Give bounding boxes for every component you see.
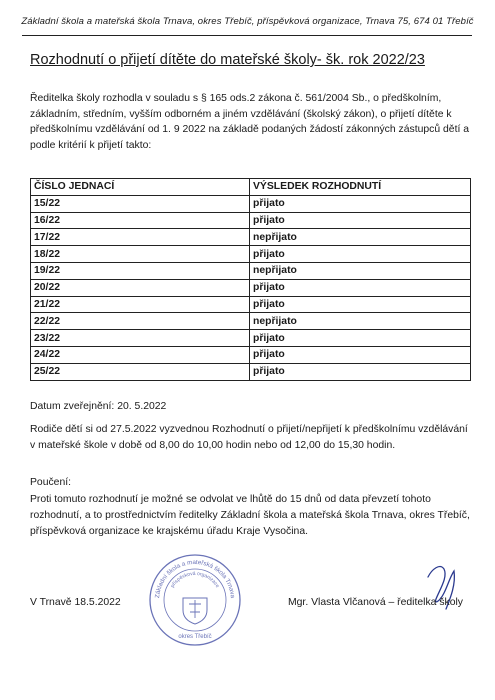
intro-paragraph: Ředitelka školy rozhodla v souladu s § 165 ods.2 zákona č. 561/2004 Sb., o předškolním, základním, středním, vyšším odborném a jiném vzdělávání (školský zákon), o přijetí dítěte k předškolnímu vzdělávání od 1. 9 2022 na základě podaných žádostí zákonných zástupců dětí a podle kritérií k přijetí takto: bbox=[30, 93, 470, 151]
decision-result-cell: přijato bbox=[250, 296, 471, 313]
decision-result-cell: přijato bbox=[250, 279, 471, 296]
table-row bbox=[31, 246, 471, 263]
parents-pickup-notice: Rodiče dětí si od 27.5.2022 vyzvednou Rozhodnutí o přijetí/nepřijetí k předškolnímu vzdělávání v mateřské škole v době od 8,00 do 10,00 hodin nebo od 12,00 do 15,30 hodin. bbox=[30, 424, 468, 451]
table-row bbox=[31, 330, 471, 347]
document-title: Rozhodnutí o přijetí dítěte do mateřské školy- šk. rok 2022/23 bbox=[30, 52, 425, 68]
decision-result-cell: přijato bbox=[250, 346, 471, 363]
reference-number-cell: 15/22 bbox=[31, 195, 250, 212]
reference-number-cell: 21/22 bbox=[31, 296, 250, 313]
stamp-bottom-text: okres Třebíč bbox=[178, 634, 212, 640]
decision-result-cell: přijato bbox=[250, 246, 471, 263]
decision-result-cell: přijato bbox=[250, 330, 471, 347]
table-row bbox=[31, 363, 471, 380]
reference-number-cell: 19/22 bbox=[31, 262, 250, 279]
appeal-notice-title: Poučení: bbox=[30, 477, 72, 488]
decision-result-cell: nepřijato bbox=[250, 313, 471, 330]
table-row bbox=[31, 212, 471, 229]
reference-number-cell: 17/22 bbox=[31, 229, 250, 246]
table-header-row bbox=[31, 179, 471, 196]
column-header-decision-result: VÝSLEDEK ROZHODNUTÍ bbox=[250, 179, 471, 196]
appeal-notice-text: Proti tomuto rozhodnutí je možné se odvolat ve lhůtě do 15 dnů od data převzetí tohoto rozhodnutí, a to prostřednictvím ředitelky Základní škola a mateřská škola Trnava, okres Třebíč, příspěvková organizace ke krajskému úřadu Kraje Vysočina. bbox=[30, 494, 470, 537]
school-stamp bbox=[145, 548, 245, 648]
column-header-reference-number: ČÍSLO JEDNACÍ bbox=[31, 179, 250, 196]
reference-number-cell: 22/22 bbox=[31, 313, 250, 330]
publication-date: Datum zveřejnění: 20. 5.2022 bbox=[30, 401, 167, 412]
reference-number-cell: 25/22 bbox=[31, 363, 250, 380]
table-row bbox=[31, 346, 471, 363]
table-row bbox=[31, 313, 471, 330]
decision-result-cell: přijato bbox=[250, 212, 471, 229]
reference-number-cell: 23/22 bbox=[31, 330, 250, 347]
table-row bbox=[31, 296, 471, 313]
signatory-name: Mgr. Vlasta Vlčanová – ředitelka školy bbox=[288, 597, 463, 608]
stamp-outer-text: Základní škola a mateřská škola Trnava bbox=[154, 558, 236, 599]
table-row bbox=[31, 195, 471, 212]
table-row bbox=[31, 279, 471, 296]
reference-number-cell: 20/22 bbox=[31, 279, 250, 296]
reference-number-cell: 16/22 bbox=[31, 212, 250, 229]
school-header: Základní škola a mateřská škola Trnava, okres Třebíč, příspěvková organizace, Trnava 75, 674 01 Třebíč bbox=[21, 16, 474, 27]
place-and-date: V Trnavě 18.5.2022 bbox=[30, 597, 121, 608]
decision-result-cell: nepřijato bbox=[250, 262, 471, 279]
decision-result-cell: přijato bbox=[250, 195, 471, 212]
reference-number-cell: 24/22 bbox=[31, 346, 250, 363]
decision-result-cell: přijato bbox=[250, 363, 471, 380]
table-row bbox=[31, 262, 471, 279]
reference-number-cell: 18/22 bbox=[31, 246, 250, 263]
header-divider bbox=[22, 35, 472, 36]
table-row bbox=[31, 229, 471, 246]
stamp-inner-text: příspěvková organizace bbox=[169, 570, 221, 589]
coat-of-arms-icon bbox=[183, 598, 207, 624]
decisions-table bbox=[30, 178, 471, 381]
decision-result-cell: nepřijato bbox=[250, 229, 471, 246]
